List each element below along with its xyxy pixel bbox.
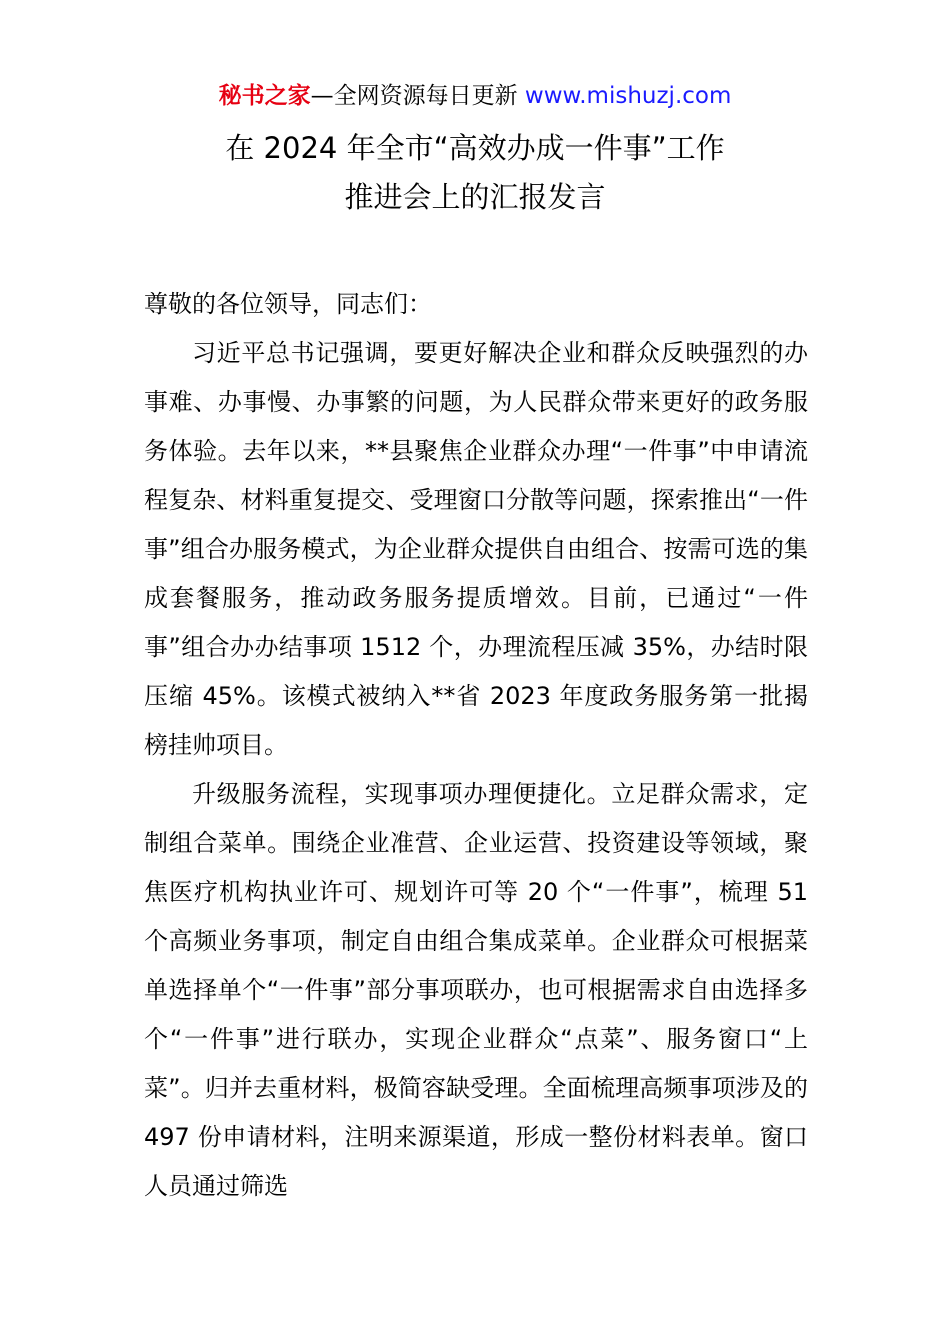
salutation: 尊敬的各位领导，同志们： [144,290,432,318]
document-body [144,280,808,1211]
banner-brand: 秘书之家 [218,83,311,109]
document-title-line-1: 在 2024 年全市“高效办成一件事”工作 [225,131,725,165]
paragraph-2: 升级服务流程，实现事项办理便捷化。立足群众需求，定制组合菜单。围绕企业准营、企业运营、投资建设等领域，聚焦医疗机构执业许可、规划许可等 20 个“一件事”，梳理 51 个高频业务事项，制定自由组合集成菜单。企业群众可根据菜单选择单个“一件事”部分事项联办，也可根据需求自由选择多个“一件事”进行联办，实现企业群众“点菜”、服务窗口“上菜”。归并去重材料，极简容缺受理。全面梳理高频事项涉及的 497 份申请材料，注明来源渠道，形成一整份材料表单。窗口人员通过筛选 [144,780,808,1200]
banner-tagline: —全网资源每日更新 [310,83,525,109]
document-title-line-2: 推进会上的汇报发言 [344,180,606,214]
site-banner [0,80,950,112]
paragraph-1: 习近平总书记强调，要更好解决企业和群众反映强烈的办事难、办事慢、办事繁的问题，为人民群众带来更好的政务服务体验。去年以来，**县聚焦企业群众办理“一件事”中申请流程复杂、材料重复提交、受理窗口分散等问题，探索推出“一件事”组合办服务模式，为企业群众提供自由组合、按需可选的集成套餐服务，推动政务服务提质增效。目前，已通过“一件事”组合办办结事项 1512 个，办理流程压减 35%，办结时限压缩 45%。该模式被纳入**省 2023 年度政务服务第一批揭榜挂帅项目。 [144,339,808,759]
banner-site-link[interactable]: www.mishuzj.com [524,83,732,109]
